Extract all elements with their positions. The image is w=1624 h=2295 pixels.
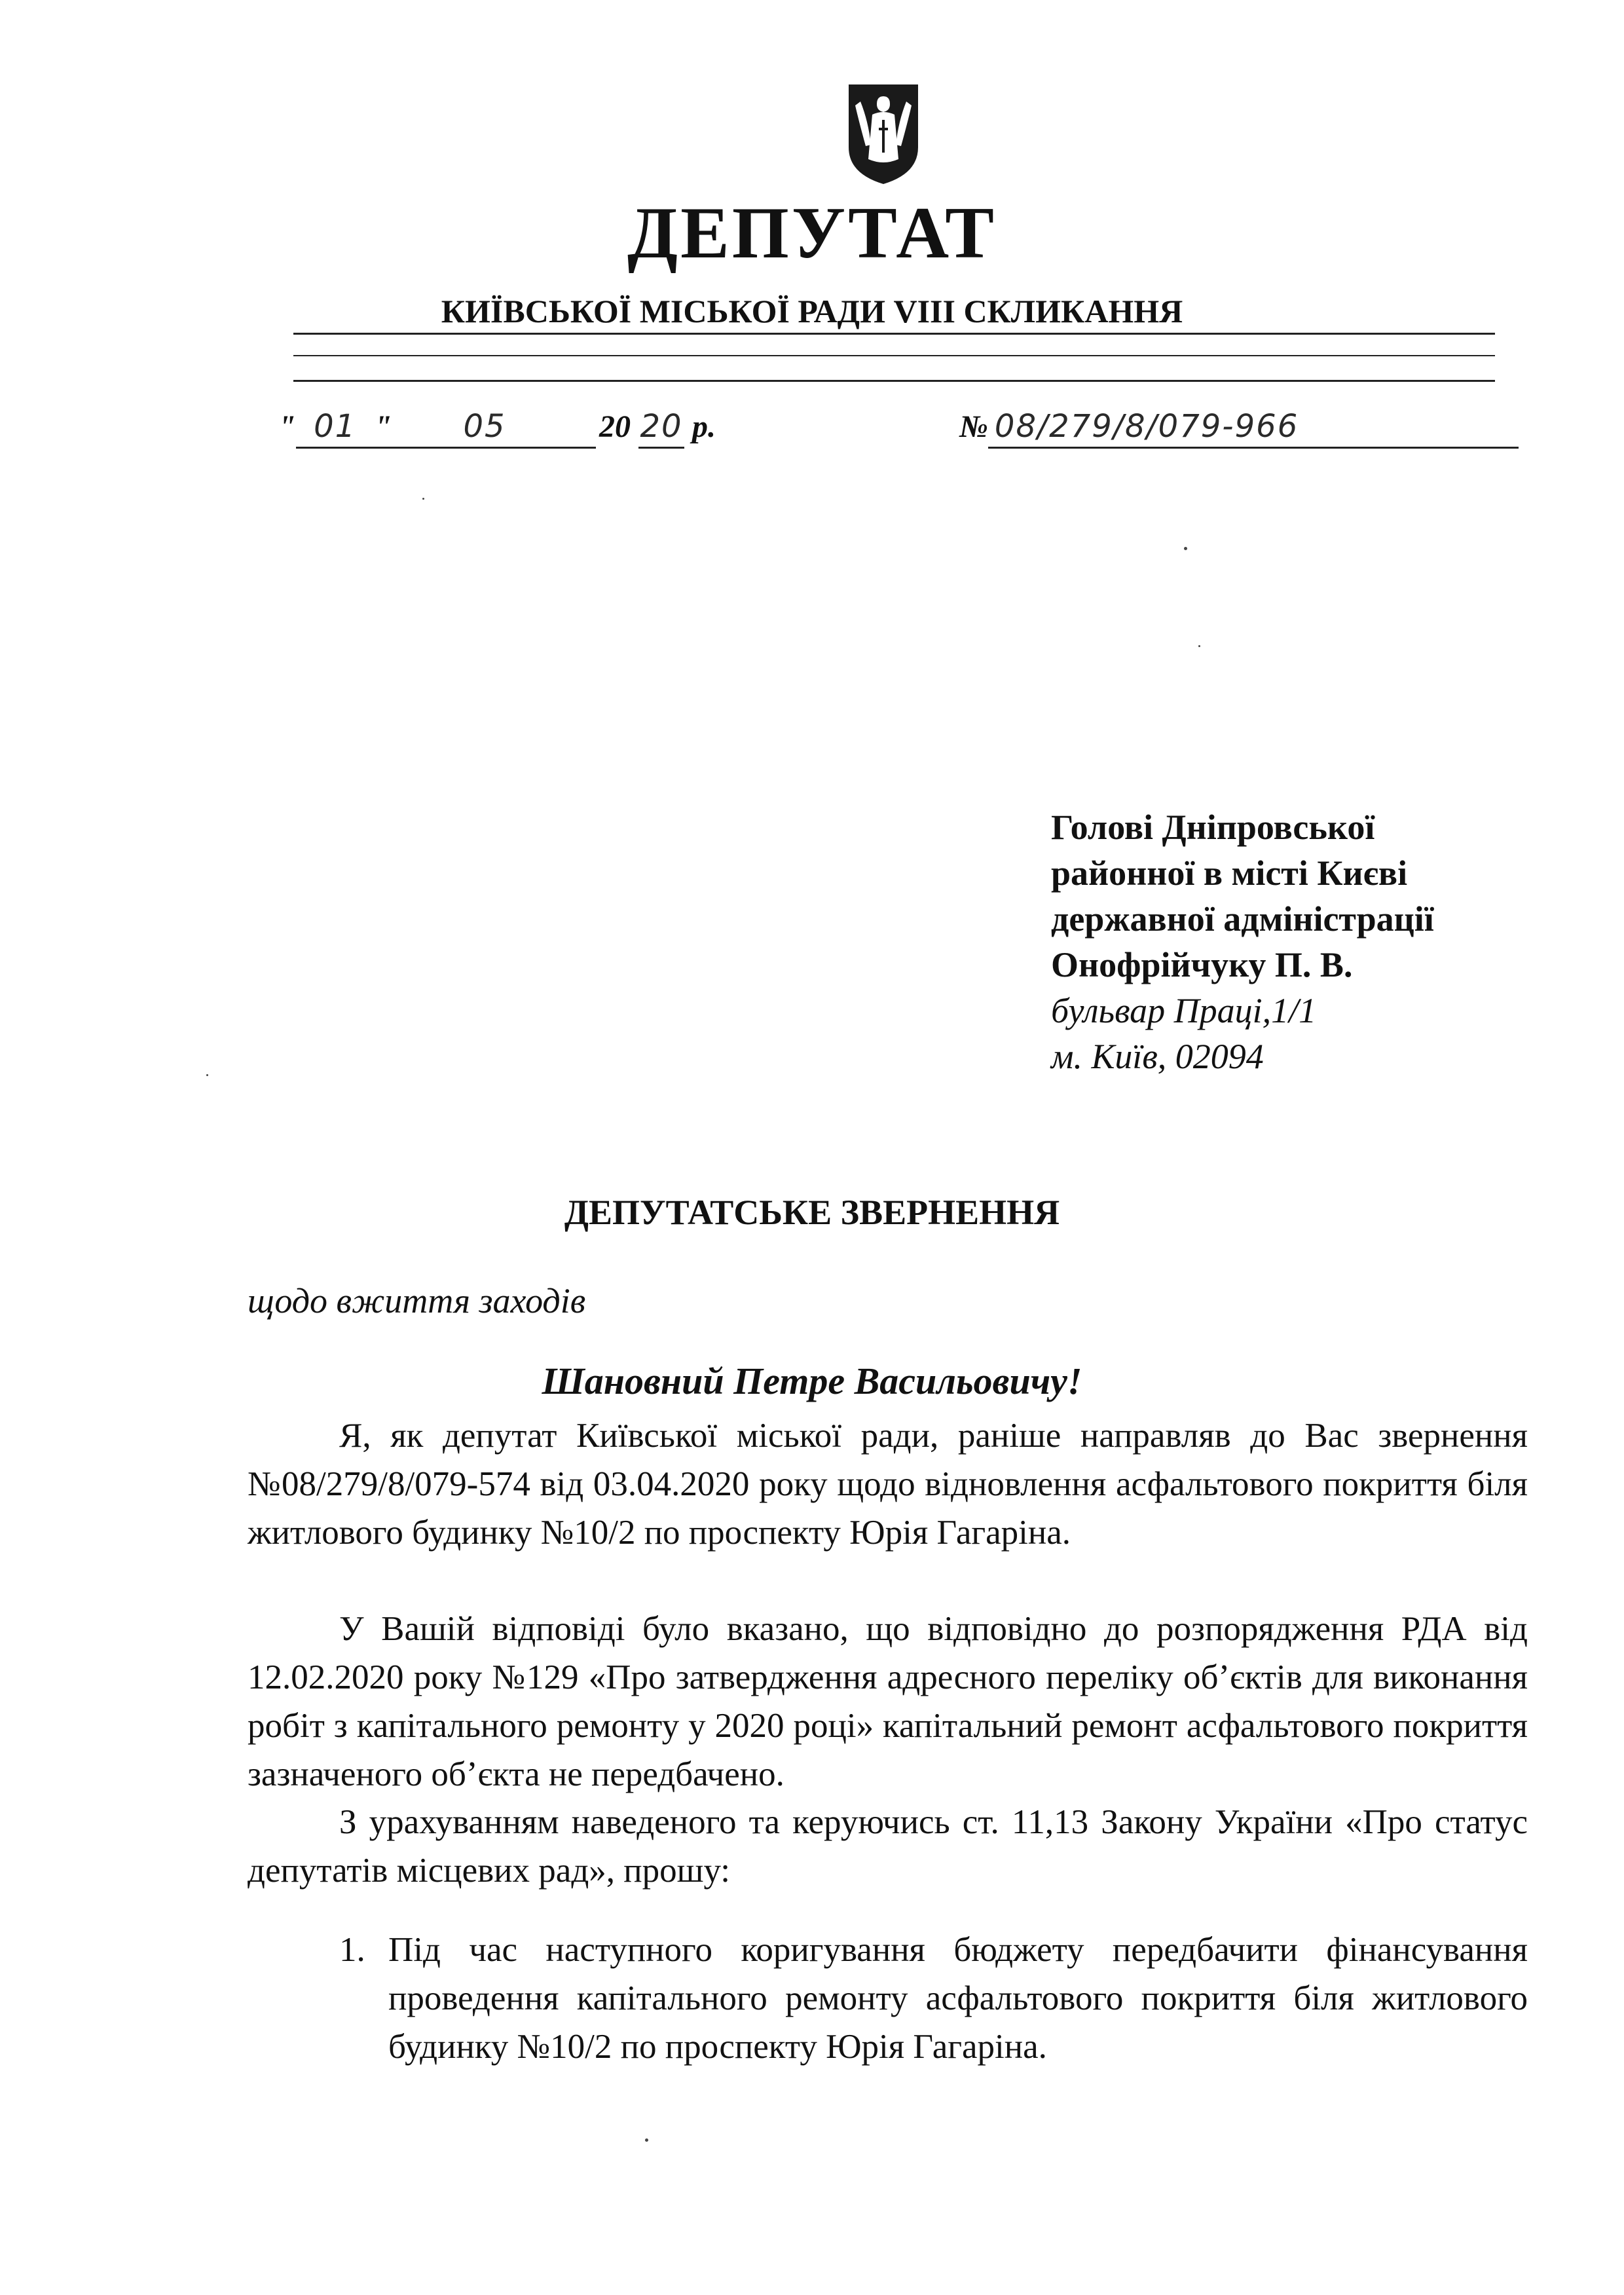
date-year-end: р. — [692, 409, 716, 444]
scan-speck — [206, 1074, 208, 1076]
outgoing-number — [959, 406, 1519, 449]
date-year-prefix: 20 — [599, 409, 631, 444]
scan-speck — [1184, 547, 1187, 550]
paragraph — [248, 1798, 1528, 1895]
number-value: 08/279/8/079-966 — [988, 406, 1519, 449]
letter-greeting: Шановний Петре Васильовичу! — [542, 1360, 1082, 1402]
scan-speck — [422, 498, 424, 500]
letterhead-title: ДЕПУТАТ — [627, 193, 997, 274]
list-item-text: Під час наступного коригування бюджету передбачити фінансування проведення капітального ремонту асфальтового покриття біля житлового будинку №10/2 по проспекту Юрія Гагаріна. — [388, 1931, 1528, 2066]
scan-speck — [645, 2138, 648, 2142]
letter-heading: ДЕПУТАТСЬКЕ ЗВЕРНЕННЯ — [564, 1193, 1060, 1232]
paragraph-text: У Вашій відповіді було вказано, що відповідно до розпорядження РДА від 12.02.2020 року №129 «Про затвердження адресного переліку об’єктів для виконання робіт з капітального ремонту у 2020 році» капітальний ремонт асфальтового покриття зазначеного об’єкта не передбачено. — [248, 1610, 1528, 1793]
date-year — [599, 406, 716, 449]
letterhead-rule — [293, 355, 1495, 356]
addressee-line: Голові Дніпровської — [1051, 808, 1375, 847]
list-item-marker: 1. — [339, 1931, 365, 1969]
addressee-line: районної в місті Києві — [1051, 853, 1408, 893]
letterhead-subtitle: КИЇВСЬКОЇ МІСЬКОЇ РАДИ VIII СКЛИКАННЯ — [441, 293, 1183, 329]
addressee-name: Онофрійчуку П. В. — [1051, 945, 1353, 984]
paragraph-text: Я, як депутат Київської міської ради, раніше направляв до Вас звернення №08/279/8/079-574 від 03.04.2020 року щодо відновлення асфальтового покриття біля житлового будинку №10/2 по проспекту Юрія Гагаріна. — [248, 1417, 1528, 1552]
addressee-city: м. Київ, 02094 — [1051, 1037, 1264, 1076]
date-month-value: 05 — [373, 406, 596, 449]
date-quote: " — [278, 409, 296, 444]
addressee-line: державної адміністрації — [1051, 899, 1434, 939]
number-label: № — [959, 409, 988, 444]
date-quote: " — [374, 409, 392, 444]
scan-speck — [1198, 645, 1200, 647]
letterhead-rule — [293, 333, 1495, 335]
letterhead-rule — [293, 380, 1495, 382]
addressee-street: бульвар Праці,1/1 — [1051, 991, 1317, 1030]
letter-subject: щодо вжиття заходів — [248, 1281, 586, 1320]
date-day-value: 01 — [296, 406, 375, 449]
kyiv-coat-of-arms-icon — [846, 82, 921, 187]
date-year-value: 20 — [638, 406, 684, 449]
paragraph-text: З урахуванням наведеного та керуючись ст. 11,13 Закону України «Про статус депутатів місцевих рад», прошу: — [248, 1803, 1528, 1890]
date-month — [373, 406, 596, 449]
list-item — [339, 1926, 1528, 2071]
paragraph — [248, 1411, 1528, 1557]
date-line — [0, 406, 1624, 458]
paragraph — [248, 1605, 1528, 1799]
addressee-block — [1051, 804, 1434, 1079]
request-list — [339, 1926, 1528, 2071]
